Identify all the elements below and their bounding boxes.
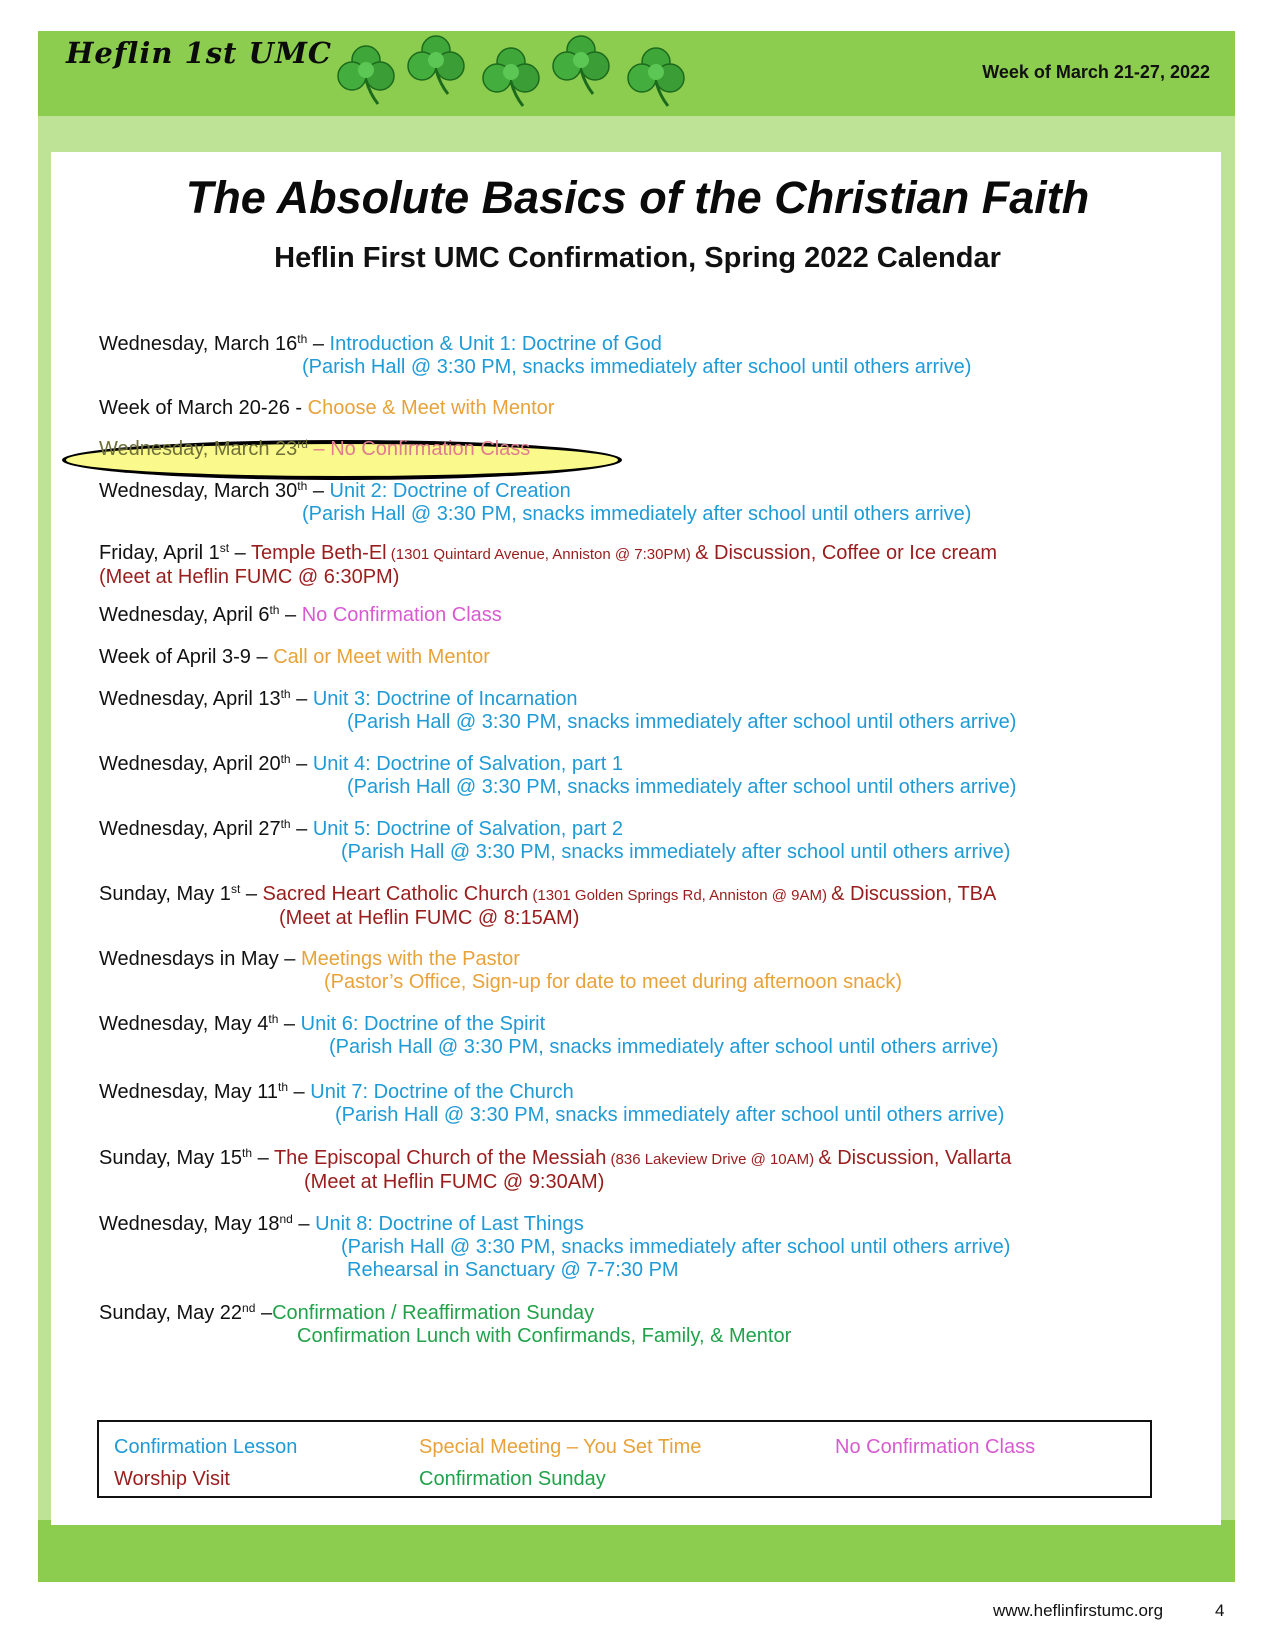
entry-date: Sunday, May 1 [99, 883, 231, 905]
entry-separator: – [290, 818, 313, 840]
entry-detail: (Parish Hall @ 3:30 PM, snacks immediately after school until others arrive) [341, 1236, 1011, 1258]
entry-detail: (Meet at Heflin FUMC @ 8:15AM) [279, 907, 580, 929]
entry-date: Wednesday, April 20 [99, 753, 281, 775]
entry-address: (1301 Golden Springs Rd, Anniston @ 9AM) [528, 887, 832, 904]
shamrock-icon-row [336, 34, 716, 116]
footer-url[interactable]: www.heflinfirstumc.org [993, 1601, 1164, 1620]
entry-address: (1301 Quintard Avenue, Anniston @ 7:30PM) [386, 546, 696, 563]
shamrock-icon [553, 36, 609, 94]
entry-separator: – [255, 1302, 273, 1324]
entry-separator: – [250, 646, 274, 668]
entry-detail: (Meet at Heflin FUMC @ 9:30AM) [304, 1171, 605, 1193]
entry-date-suffix: th [268, 1012, 279, 1026]
logo-text: Heflin 1st UMC [66, 36, 333, 70]
entry-separator: – [288, 1081, 311, 1103]
entry-date-suffix: th [269, 603, 280, 617]
entry-detail: (Parish Hall @ 3:30 PM, snacks immediately after school until others arrive) [347, 711, 1017, 733]
entry-detail: (Parish Hall @ 3:30 PM, snacks immediately after school until others arrive) [329, 1036, 999, 1058]
entry-description: Unit 3: Doctrine of Incarnation [312, 688, 578, 710]
color-legend [97, 1420, 1152, 1498]
entry-detail: (Parish Hall @ 3:30 PM, snacks immediately after school until others arrive) [341, 841, 1011, 863]
page-subtitle: Heflin First UMC Confirmation, Spring 2022 Calendar [274, 242, 1001, 274]
entry-detail: (Parish Hall @ 3:30 PM, snacks immediately after school until others arrive) [335, 1104, 1005, 1126]
calendar-entry [99, 1302, 791, 1348]
calendar-entry [99, 818, 1010, 864]
entry-detail: (Parish Hall @ 3:30 PM, snacks immediately after school until others arrive) [302, 503, 972, 525]
entry-date: Sunday, May 15 [99, 1147, 243, 1169]
entry-date-suffix: th [242, 1146, 253, 1160]
entry-description: Unit 5: Doctrine of Salvation, part 2 [312, 818, 624, 840]
entry-description-extra: & Discussion, TBA [831, 883, 997, 905]
entry-separator: – [290, 753, 313, 775]
entry-separator: – [290, 688, 313, 710]
calendar-entry [99, 688, 1016, 734]
entry-date: Week of March 20-26 [99, 397, 290, 419]
entry-description: Unit 6: Doctrine of the Spirit [300, 1013, 546, 1035]
entry-description: Choose & Meet with Mentor [307, 397, 555, 419]
calendar-entry [99, 753, 1016, 799]
entry-description-extra: & Discussion, Coffee or Ice cream [695, 542, 998, 564]
entry-description: No Confirmation Class [301, 604, 502, 626]
entry-separator: – [307, 438, 331, 460]
legend-special-meeting: Special Meeting – You Set Time [419, 1436, 702, 1458]
entry-date: Friday, April 1 [99, 542, 220, 564]
entry-date-suffix: th [297, 479, 308, 493]
entry-date-suffix: th [280, 752, 291, 766]
entry-separator: – [279, 604, 302, 626]
entry-date: Wednesday, May 4 [99, 1013, 269, 1035]
entry-date-suffix: th [280, 687, 291, 701]
entry-separator: – [240, 883, 263, 905]
footer-bar [38, 1520, 1235, 1582]
entry-detail: (Pastor’s Office, Sign-up for date to meet during afternoon snack) [324, 971, 903, 993]
entry-separator: – [278, 1013, 301, 1035]
calendar-entry [99, 1081, 1004, 1127]
entry-separator: – [307, 333, 330, 355]
entry-separator: – [307, 480, 330, 502]
entry-date-suffix: th [277, 1080, 288, 1094]
calendar-entry [99, 646, 490, 669]
entry-date-suffix: st [230, 882, 241, 896]
entry-description: Confirmation / Reaffirmation Sunday [272, 1302, 595, 1324]
calendar-entry [99, 883, 996, 930]
entry-detail-extra: Rehearsal in Sanctuary @ 7-7:30 PM [347, 1259, 679, 1281]
entry-date-suffix: nd [279, 1212, 293, 1226]
calendar-entry [99, 604, 502, 627]
entry-date-suffix: rd [297, 437, 308, 451]
calendar-entry [99, 397, 554, 420]
entry-date: Week of April 3-9 [99, 646, 251, 668]
entry-separator: – [229, 542, 251, 564]
entry-detail: (Parish Hall @ 3:30 PM, snacks immediately after school until others arrive) [347, 776, 1017, 798]
entry-date: Wednesday, March 23 [99, 438, 298, 460]
entry-detail: (Meet at Heflin FUMC @ 6:30PM) [99, 566, 400, 588]
calendar-entry [99, 542, 997, 589]
entry-date-suffix: th [280, 817, 291, 831]
entry-date: Wednesday, March 16 [99, 333, 298, 355]
entry-description: No Confirmation Class [330, 438, 531, 460]
entry-date-suffix: st [219, 541, 230, 555]
shamrock-icon [483, 48, 539, 106]
entry-date: Wednesday, April 27 [99, 818, 281, 840]
entry-date: Wednesday, March 30 [99, 480, 298, 502]
entry-date: Wednesday, May 18 [99, 1213, 280, 1235]
entry-date: Sunday, May 22 [99, 1302, 243, 1324]
shamrock-icon [628, 48, 684, 106]
entry-detail: (Parish Hall @ 3:30 PM, snacks immediately after school until others arrive) [302, 356, 972, 378]
page-title: The Absolute Basics of the Christian Faith [185, 172, 1090, 223]
shamrock-icon [408, 36, 464, 94]
entry-separator: – [292, 1213, 316, 1235]
entry-separator: - [289, 397, 308, 419]
entry-date: Wednesday, May 11 [99, 1081, 278, 1103]
entry-description: Meetings with the Pastor [300, 948, 520, 970]
page-number: 4 [1215, 1601, 1225, 1620]
entry-date: Wednesday, April 6 [99, 604, 270, 626]
entry-separator: – [278, 948, 301, 970]
entry-description: Unit 4: Doctrine of Salvation, part 1 [312, 753, 624, 775]
entry-detail: Confirmation Lunch with Confirmands, Family, & Mentor [297, 1325, 792, 1347]
legend-worship-visit: Worship Visit [114, 1468, 230, 1490]
entry-description: Temple Beth-El [251, 542, 387, 564]
entry-separator: – [252, 1147, 274, 1169]
legend-confirmation-sunday: Confirmation Sunday [419, 1468, 606, 1490]
legend-no-class: No Confirmation Class [835, 1436, 1036, 1458]
calendar-entry [99, 438, 530, 461]
entry-date-suffix: th [297, 332, 308, 346]
calendar-entry [99, 1213, 1010, 1282]
calendar-entry [99, 1147, 1011, 1194]
entry-address: (836 Lakeview Drive @ 10AM) [606, 1151, 819, 1168]
calendar-entry [99, 480, 971, 526]
calendar-entry [99, 333, 971, 379]
week-label: Week of March 21-27, 2022 [982, 62, 1210, 82]
entry-description: Call or Meet with Mentor [273, 646, 490, 668]
legend-lesson: Confirmation Lesson [114, 1436, 298, 1458]
entry-description: The Episcopal Church of the Messiah [273, 1147, 607, 1169]
entry-description: Unit 2: Doctrine of Creation [329, 480, 571, 502]
entry-date-suffix: nd [242, 1301, 256, 1315]
entry-description: Introduction & Unit 1: Doctrine of God [329, 333, 662, 355]
entry-date: Wednesdays in May [99, 948, 279, 970]
entry-date: Wednesday, April 13 [99, 688, 281, 710]
calendar-entry [99, 1013, 998, 1059]
entry-description-extra: & Discussion, Vallarta [818, 1147, 1012, 1169]
shamrock-icon [338, 46, 394, 104]
entry-description: Unit 8: Doctrine of Last Things [315, 1213, 584, 1235]
calendar-entry [99, 948, 902, 994]
entry-description: Unit 7: Doctrine of the Church [310, 1081, 574, 1103]
entry-description: Sacred Heart Catholic Church [262, 883, 529, 905]
